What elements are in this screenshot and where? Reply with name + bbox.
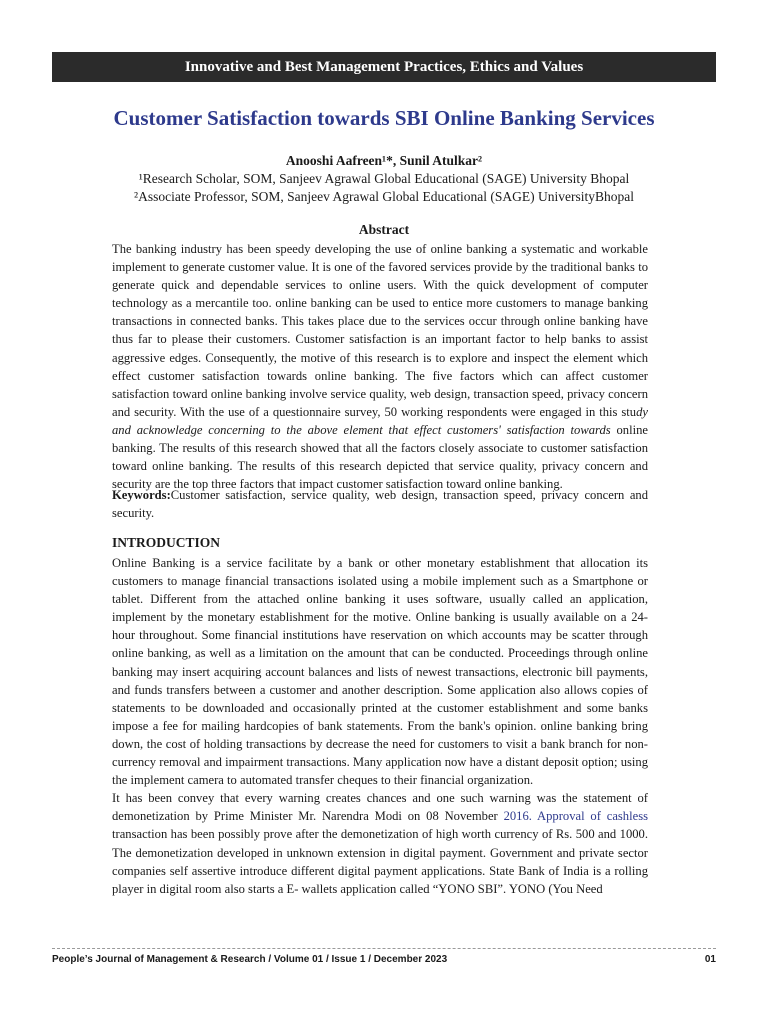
intro-paragraph-2-text-a: It has been convey that every warning creates chances and one such warning was the statement of demonetization by Prime Minister Mr. Narendra Modi on 08 November bbox=[112, 791, 648, 824]
abstract-heading: Abstract bbox=[358, 222, 410, 237]
abstract-text-2: online banking. The results of this research showed that all the factors closely associate to customer satisfaction toward online banking. The results of this research depicted that service quality, privacy concern and security are the top three factors that impact customer satisfaction toward online banking. bbox=[112, 422, 648, 492]
intro-paragraph-1: Online Banking is a service facilitate by a bank or other monetary establishment that allocation its customers to manage financial transactions isolated using a mobile implement such as a Smartphone or tablet. Different from the attached online banking it uses software, usually called an application, implement by the monetary establishment for the motive. Online banking is usually available on a 24-hour throughout. Some financial institutions have reservation on which accounts may be scatter through online banking, as well as a limitation on the amount that can be conducted. Proceedings through online banking may insert acquiring account balances and lists of newest transactions, electronic bill payments, and funds transfers between a customer and another description. Some application also allows copies of statements to be downloaded and occasionally printed at the customer establishment and some banks impose a fee for mailing hardcopies of bank statements. From the bank's opinion. online banking bring down, the cost of holding transactions by decrease the need for customers to visit a bank branch for non-currency removal and impairment transactions. Many application now have a distant deposit option; using the implement camera to automated transfer cheques to their financial organization. bbox=[112, 556, 648, 788]
keywords-label: Keywords: bbox=[112, 488, 171, 502]
abstract-body bbox=[112, 240, 648, 493]
paper-authors: Anooshi Aafreen¹*, Sunil Atulkar² bbox=[285, 153, 483, 168]
journal-banner: Innovative and Best Management Practices, Ethics and Values bbox=[52, 52, 716, 82]
affiliation-1: ¹Research Scholar, SOM, Sanjeev Agrawal Global Educational (SAGE) University Bhopal bbox=[138, 171, 630, 186]
abstract-text-1: The banking industry has been speedy developing the use of online banking a systematic and workable implement to generate customer value. It is one of the favored services provide by the traditional banks to generate quick and dependable services to online users. With the quick development of computer technology as a mercantile too. online banking can be used to entice more customers to manage banking transactions in connected banks. This takes place due to the services occur through online banking have thus far to please their customers. Customer satisfaction is an important factor to help banks to assist aggressive edges. Consequently, the motive of this research is to explore and inspect the element which effect customer satisfaction towards online banking. The five factors which can affect customer satisfaction toward online banking involve service quality, web design, transaction speed, privacy concern and security. With the use of a questionnaire survey, 50 working respondents were engaged in this stu bbox=[112, 242, 648, 419]
affiliation-2: ²Associate Professor, SOM, Sanjeev Agrawal Global Educational (SAGE) UniversityBhopal bbox=[134, 189, 634, 204]
abstract-text-italic: dy and acknowledge concerning to the above element that effect customers' satisfaction towards bbox=[112, 404, 648, 437]
intro-paragraph-2 bbox=[112, 789, 648, 898]
intro-paragraph-2-text-b: transaction has been possibly prove after the demonetization of high worth currency of Rs. 500 and 1000. The demonetization developed in unknown extension in digital payment. Government and private sector companies self assertive introduce different digital payment applications. State Bank of India is a rolling player in digital room also starts a E- wallets application called “YONO SBI”. YONO (You Need bbox=[112, 827, 648, 896]
keywords bbox=[112, 486, 648, 522]
introduction-heading: INTRODUCTION bbox=[112, 535, 221, 550]
footer-divider bbox=[52, 948, 716, 949]
keywords-text: Customer satisfaction, service quality, web design, transaction speed, privacy concern and security. bbox=[112, 488, 648, 521]
paper-title: Customer Satisfaction towards SBI Online Banking Services bbox=[113, 106, 655, 130]
introduction-body bbox=[112, 554, 648, 898]
footer-page-number: 01 bbox=[704, 954, 716, 965]
footer-journal-info: People’s Journal of Management & Research / Volume 01 / Issue 1 / December 2023 bbox=[52, 954, 448, 965]
intro-date-link: 2016. Approval of cashless bbox=[503, 809, 648, 824]
